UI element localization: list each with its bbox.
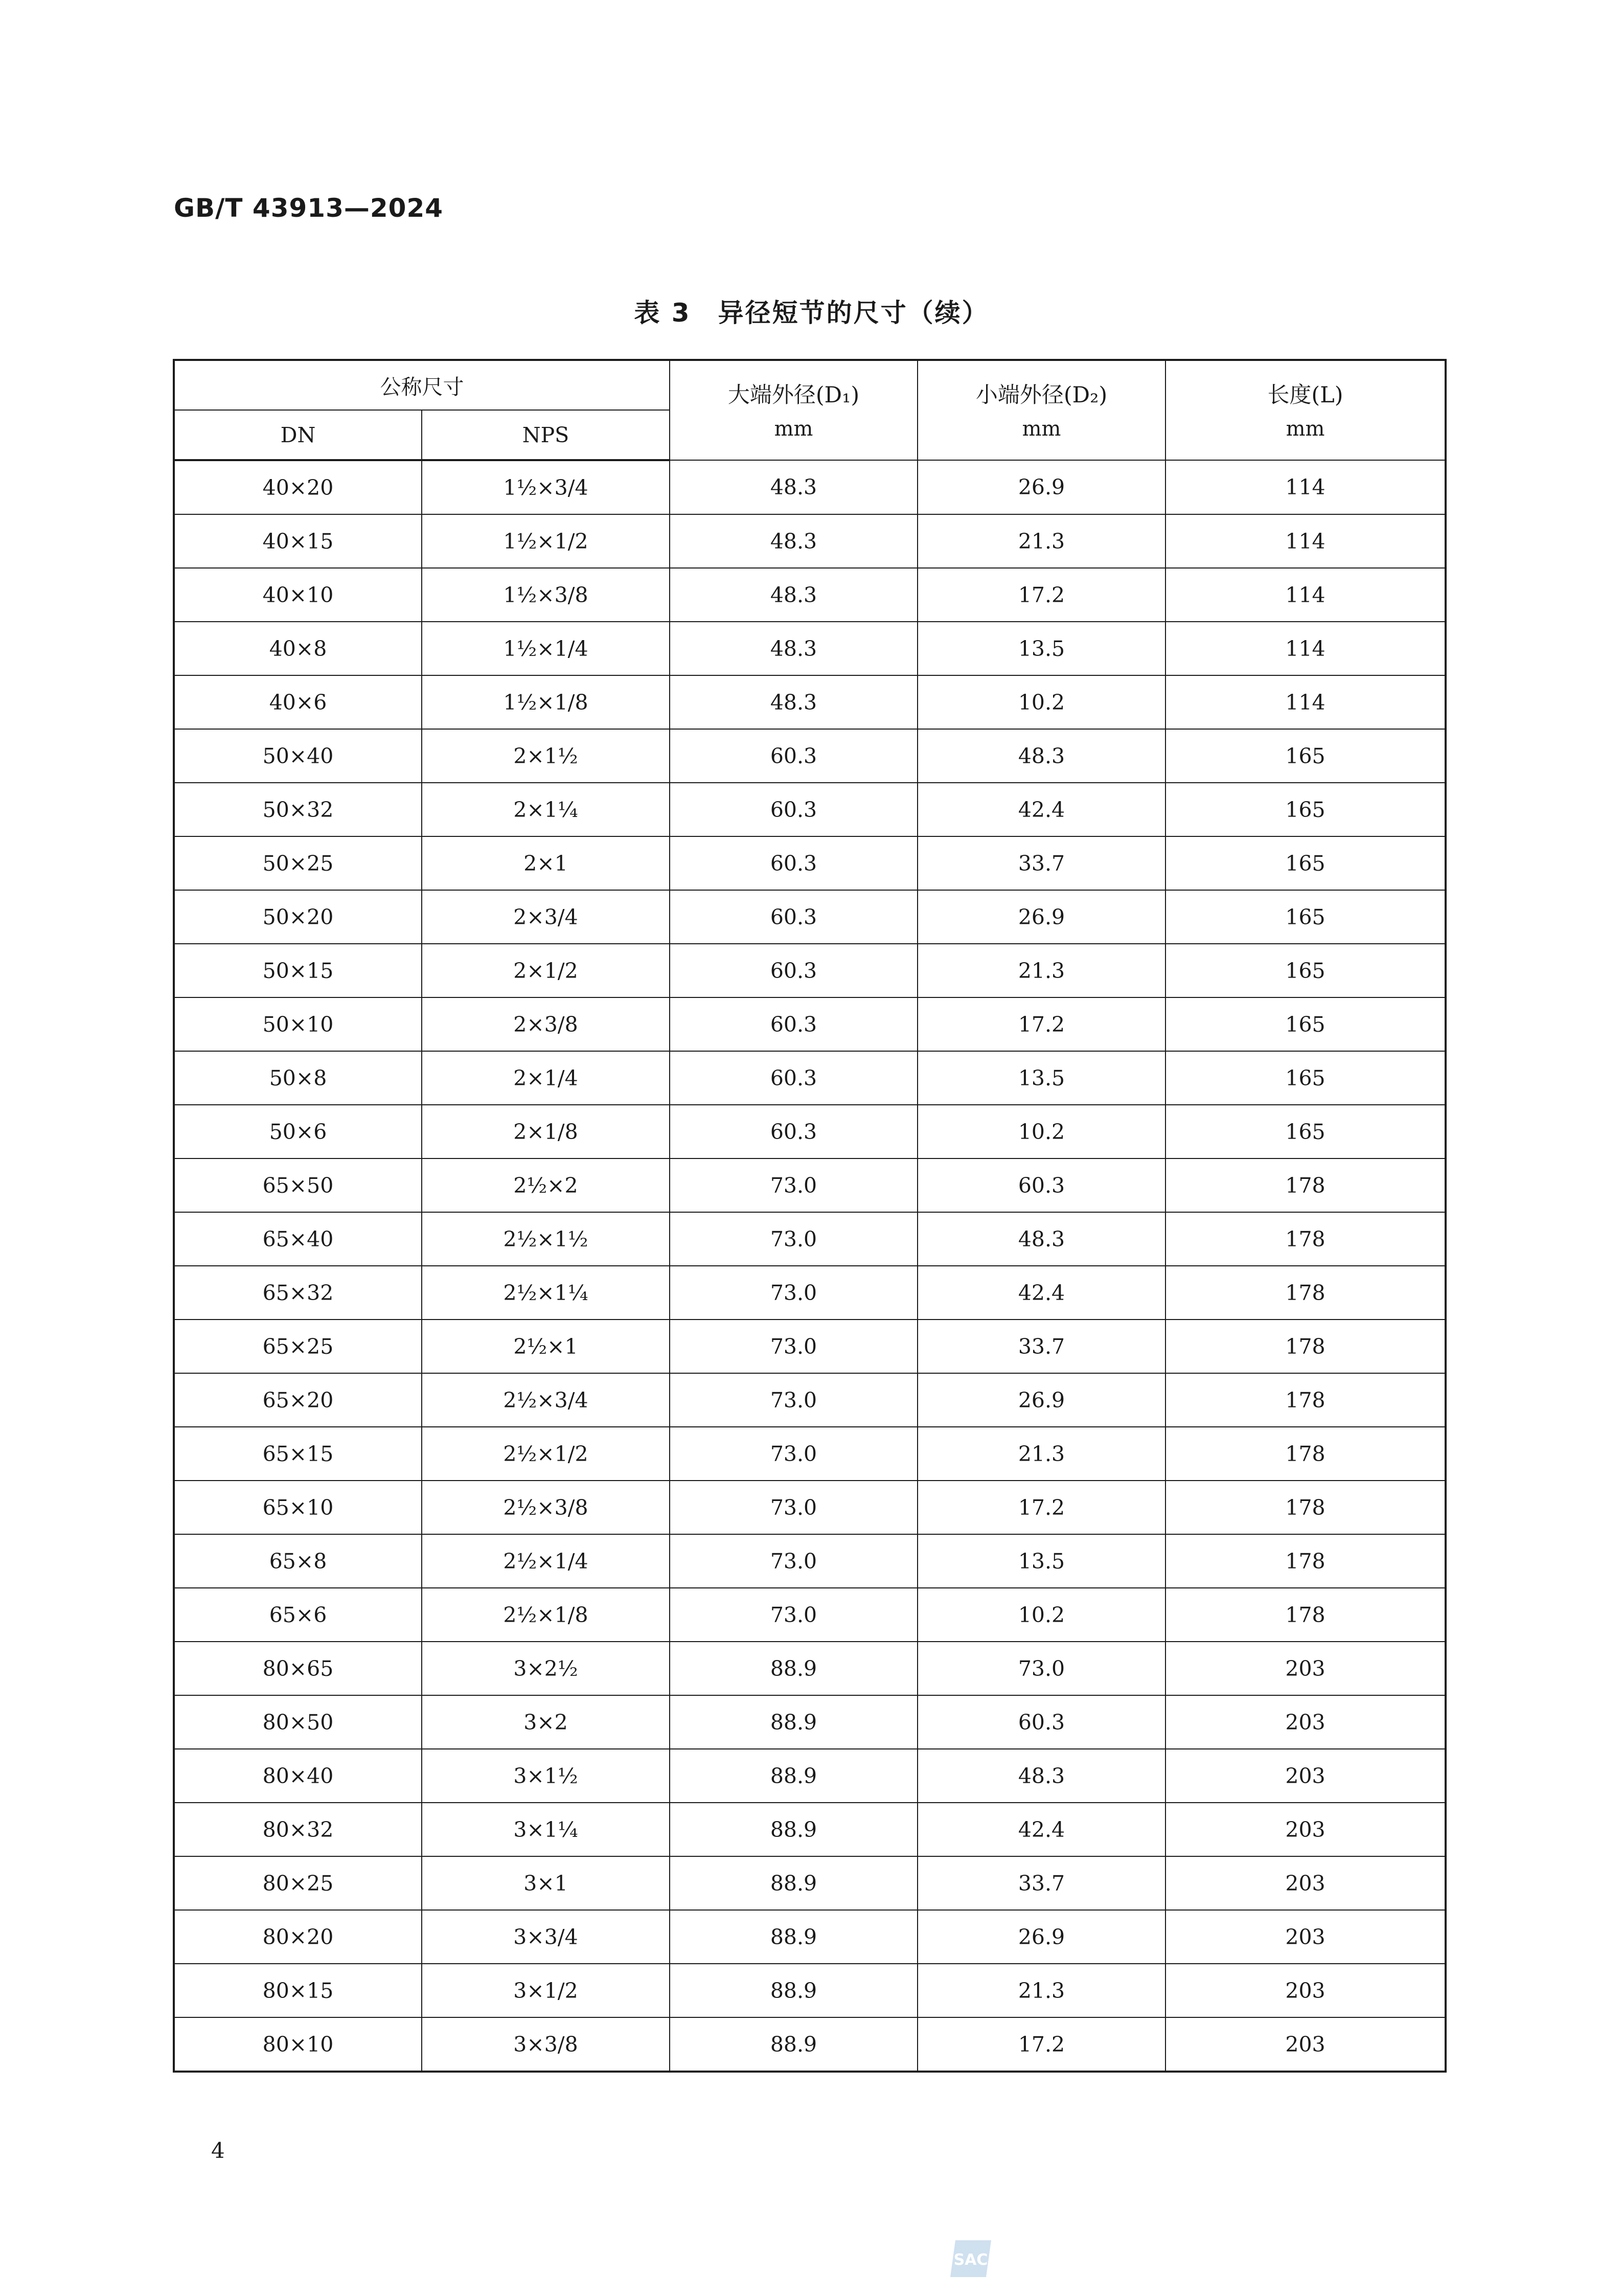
length-cell: 178 bbox=[1165, 1266, 1446, 1320]
length-cell: 203 bbox=[1165, 1695, 1446, 1749]
d1-cell: 60.3 bbox=[670, 890, 918, 944]
nps-cell: 1½×3/8 bbox=[422, 568, 670, 622]
nps-cell: 3×2 bbox=[422, 1695, 670, 1749]
table-row bbox=[174, 568, 1446, 622]
nps-cell: 1½×3/4 bbox=[422, 460, 670, 514]
nps-cell: 2×1/4 bbox=[422, 1051, 670, 1105]
table-row bbox=[174, 460, 1446, 514]
d2-cell: 33.7 bbox=[918, 836, 1165, 890]
d2-cell: 26.9 bbox=[918, 460, 1165, 514]
length-cell: 178 bbox=[1165, 1588, 1446, 1642]
d1-cell: 73.0 bbox=[670, 1588, 918, 1642]
d2-cell: 26.9 bbox=[918, 1373, 1165, 1427]
nps-cell: 2×1 bbox=[422, 836, 670, 890]
d1-cell: 60.3 bbox=[670, 836, 918, 890]
d2-cell: 17.2 bbox=[918, 997, 1165, 1051]
length-cell: 178 bbox=[1165, 1320, 1446, 1373]
d2-cell: 26.9 bbox=[918, 1910, 1165, 1964]
header-row-1 bbox=[174, 360, 1446, 410]
table-row bbox=[174, 944, 1446, 997]
dn-cell: 40×15 bbox=[174, 514, 422, 568]
length-cell: 178 bbox=[1165, 1373, 1446, 1427]
nps-cell: 2×1/8 bbox=[422, 1105, 670, 1158]
table-row bbox=[174, 1749, 1446, 1803]
table-row bbox=[174, 1642, 1446, 1695]
length-cell: 203 bbox=[1165, 1749, 1446, 1803]
dn-cell: 80×10 bbox=[174, 2017, 422, 2072]
d2-cell: 10.2 bbox=[918, 675, 1165, 729]
standard-code: GB/T 43913—2024 bbox=[174, 193, 444, 223]
length-cell: 165 bbox=[1165, 1051, 1446, 1105]
dn-cell: 65×50 bbox=[174, 1158, 422, 1212]
dn-cell: 80×20 bbox=[174, 1910, 422, 1964]
length-cell: 178 bbox=[1165, 1427, 1446, 1481]
dimensions-table bbox=[173, 359, 1447, 2073]
table-row bbox=[174, 1856, 1446, 1910]
d1-cell: 60.3 bbox=[670, 997, 918, 1051]
nps-cell: 3×3/8 bbox=[422, 2017, 670, 2072]
d2-cell: 10.2 bbox=[918, 1588, 1165, 1642]
table-row bbox=[174, 1266, 1446, 1320]
d1-cell: 60.3 bbox=[670, 944, 918, 997]
sac-watermark-logo bbox=[948, 2238, 993, 2279]
dn-cell: 50×6 bbox=[174, 1105, 422, 1158]
d1-cell: 60.3 bbox=[670, 783, 918, 836]
dn-cell: 80×32 bbox=[174, 1803, 422, 1856]
header-d1 bbox=[670, 360, 918, 460]
d1-cell: 60.3 bbox=[670, 1051, 918, 1105]
table-row bbox=[174, 675, 1446, 729]
length-cell: 203 bbox=[1165, 1642, 1446, 1695]
nps-cell: 2×1¼ bbox=[422, 783, 670, 836]
dn-cell: 80×65 bbox=[174, 1642, 422, 1695]
d2-cell: 17.2 bbox=[918, 1481, 1165, 1534]
header-d1-label: 大端外径(D₁) bbox=[727, 382, 860, 408]
d2-cell: 13.5 bbox=[918, 1051, 1165, 1105]
d2-cell: 21.3 bbox=[918, 1964, 1165, 2017]
dn-cell: 65×15 bbox=[174, 1427, 422, 1481]
dn-cell: 80×15 bbox=[174, 1964, 422, 2017]
d2-cell: 60.3 bbox=[918, 1695, 1165, 1749]
length-cell: 203 bbox=[1165, 1910, 1446, 1964]
d1-cell: 48.3 bbox=[670, 514, 918, 568]
d1-cell: 48.3 bbox=[670, 568, 918, 622]
nps-cell: 1½×1/8 bbox=[422, 675, 670, 729]
length-cell: 114 bbox=[1165, 568, 1446, 622]
d2-cell: 73.0 bbox=[918, 1642, 1165, 1695]
dn-cell: 50×25 bbox=[174, 836, 422, 890]
nps-cell: 2½×1/8 bbox=[422, 1588, 670, 1642]
table-row bbox=[174, 2017, 1446, 2072]
nps-cell: 2½×1 bbox=[422, 1320, 670, 1373]
dn-cell: 50×32 bbox=[174, 783, 422, 836]
d2-cell: 42.4 bbox=[918, 783, 1165, 836]
length-cell: 203 bbox=[1165, 1964, 1446, 2017]
d1-cell: 88.9 bbox=[670, 1749, 918, 1803]
d2-cell: 26.9 bbox=[918, 890, 1165, 944]
length-cell: 203 bbox=[1165, 1803, 1446, 1856]
dn-cell: 50×20 bbox=[174, 890, 422, 944]
header-d2-unit: mm bbox=[1022, 417, 1061, 441]
table-row bbox=[174, 1534, 1446, 1588]
length-cell: 165 bbox=[1165, 836, 1446, 890]
header-length bbox=[1165, 360, 1446, 460]
nps-cell: 2½×1/2 bbox=[422, 1427, 670, 1481]
nps-cell: 2×3/4 bbox=[422, 890, 670, 944]
length-cell: 165 bbox=[1165, 890, 1446, 944]
table-row bbox=[174, 1105, 1446, 1158]
d1-cell: 60.3 bbox=[670, 1105, 918, 1158]
dn-cell: 65×6 bbox=[174, 1588, 422, 1642]
length-cell: 165 bbox=[1165, 997, 1446, 1051]
dn-cell: 65×20 bbox=[174, 1373, 422, 1427]
table-row bbox=[174, 1158, 1446, 1212]
nps-cell: 3×1½ bbox=[422, 1749, 670, 1803]
header-d2-label: 小端外径(D₂) bbox=[975, 382, 1108, 408]
d1-cell: 73.0 bbox=[670, 1534, 918, 1588]
dn-cell: 40×20 bbox=[174, 460, 422, 514]
table-row bbox=[174, 1051, 1446, 1105]
nps-cell: 1½×1/4 bbox=[422, 622, 670, 675]
header-length-unit: mm bbox=[1286, 417, 1325, 441]
sac-watermark-text: SAC bbox=[953, 2251, 988, 2269]
d1-cell: 88.9 bbox=[670, 1964, 918, 2017]
d1-cell: 48.3 bbox=[670, 675, 918, 729]
d2-cell: 33.7 bbox=[918, 1320, 1165, 1373]
nps-cell: 3×3/4 bbox=[422, 1910, 670, 1964]
nps-cell: 2½×1½ bbox=[422, 1212, 670, 1266]
length-cell: 203 bbox=[1165, 1856, 1446, 1910]
length-cell: 114 bbox=[1165, 622, 1446, 675]
dn-cell: 65×8 bbox=[174, 1534, 422, 1588]
d2-cell: 13.5 bbox=[918, 1534, 1165, 1588]
d2-cell: 21.3 bbox=[918, 944, 1165, 997]
table-row bbox=[174, 729, 1446, 783]
d2-cell: 60.3 bbox=[918, 1158, 1165, 1212]
d1-cell: 60.3 bbox=[670, 729, 918, 783]
table-row bbox=[174, 514, 1446, 568]
page-number: 4 bbox=[211, 2138, 225, 2163]
table-row bbox=[174, 1373, 1446, 1427]
d2-cell: 21.3 bbox=[918, 514, 1165, 568]
table-row bbox=[174, 1803, 1446, 1856]
header-nominal-size: 公称尺寸 bbox=[174, 360, 670, 410]
header-d1-unit: mm bbox=[774, 417, 813, 441]
table-row bbox=[174, 622, 1446, 675]
dn-cell: 65×10 bbox=[174, 1481, 422, 1534]
d2-cell: 42.4 bbox=[918, 1266, 1165, 1320]
nps-cell: 2½×3/4 bbox=[422, 1373, 670, 1427]
table-row bbox=[174, 1695, 1446, 1749]
d1-cell: 48.3 bbox=[670, 622, 918, 675]
length-cell: 178 bbox=[1165, 1481, 1446, 1534]
d1-cell: 88.9 bbox=[670, 1856, 918, 1910]
d2-cell: 17.2 bbox=[918, 568, 1165, 622]
dn-cell: 50×10 bbox=[174, 997, 422, 1051]
table-row bbox=[174, 1427, 1446, 1481]
table-row bbox=[174, 1588, 1446, 1642]
d1-cell: 73.0 bbox=[670, 1320, 918, 1373]
nps-cell: 3×2½ bbox=[422, 1642, 670, 1695]
table-row bbox=[174, 836, 1446, 890]
d2-cell: 48.3 bbox=[918, 1749, 1165, 1803]
dn-cell: 50×8 bbox=[174, 1051, 422, 1105]
table-row bbox=[174, 783, 1446, 836]
table-row bbox=[174, 997, 1446, 1051]
nps-cell: 3×1¼ bbox=[422, 1803, 670, 1856]
d1-cell: 73.0 bbox=[670, 1212, 918, 1266]
dn-cell: 40×8 bbox=[174, 622, 422, 675]
d2-cell: 17.2 bbox=[918, 2017, 1165, 2072]
table-row bbox=[174, 890, 1446, 944]
d2-cell: 33.7 bbox=[918, 1856, 1165, 1910]
length-cell: 178 bbox=[1165, 1212, 1446, 1266]
dn-cell: 80×50 bbox=[174, 1695, 422, 1749]
d2-cell: 10.2 bbox=[918, 1105, 1165, 1158]
dn-cell: 50×15 bbox=[174, 944, 422, 997]
d1-cell: 48.3 bbox=[670, 460, 918, 514]
d2-cell: 21.3 bbox=[918, 1427, 1165, 1481]
nps-cell: 2½×1/4 bbox=[422, 1534, 670, 1588]
length-cell: 165 bbox=[1165, 1105, 1446, 1158]
table-title: 表 3 异径短节的尺寸（续） bbox=[634, 298, 989, 328]
d1-cell: 73.0 bbox=[670, 1373, 918, 1427]
nps-cell: 2×3/8 bbox=[422, 997, 670, 1051]
header-dn: DN bbox=[174, 410, 422, 460]
dn-cell: 65×32 bbox=[174, 1266, 422, 1320]
table-row bbox=[174, 1964, 1446, 2017]
dn-cell: 40×6 bbox=[174, 675, 422, 729]
length-cell: 178 bbox=[1165, 1158, 1446, 1212]
length-cell: 114 bbox=[1165, 460, 1446, 514]
length-cell: 178 bbox=[1165, 1534, 1446, 1588]
nps-cell: 2½×3/8 bbox=[422, 1481, 670, 1534]
dn-cell: 50×40 bbox=[174, 729, 422, 783]
length-cell: 165 bbox=[1165, 783, 1446, 836]
d1-cell: 88.9 bbox=[670, 2017, 918, 2072]
length-cell: 165 bbox=[1165, 729, 1446, 783]
nps-cell: 2×1/2 bbox=[422, 944, 670, 997]
length-cell: 114 bbox=[1165, 675, 1446, 729]
length-cell: 203 bbox=[1165, 2017, 1446, 2072]
table-row bbox=[174, 1212, 1446, 1266]
nps-cell: 2½×2 bbox=[422, 1158, 670, 1212]
d1-cell: 73.0 bbox=[670, 1266, 918, 1320]
header-d2 bbox=[918, 360, 1165, 460]
table-row bbox=[174, 1910, 1446, 1964]
d2-cell: 42.4 bbox=[918, 1803, 1165, 1856]
header-length-label: 长度(L) bbox=[1267, 382, 1343, 408]
d2-cell: 13.5 bbox=[918, 622, 1165, 675]
nps-cell: 2×1½ bbox=[422, 729, 670, 783]
d1-cell: 73.0 bbox=[670, 1158, 918, 1212]
d1-cell: 73.0 bbox=[670, 1427, 918, 1481]
table-body bbox=[174, 460, 1446, 2072]
d2-cell: 48.3 bbox=[918, 729, 1165, 783]
dn-cell: 40×10 bbox=[174, 568, 422, 622]
d1-cell: 88.9 bbox=[670, 1803, 918, 1856]
dn-cell: 65×25 bbox=[174, 1320, 422, 1373]
table-row bbox=[174, 1481, 1446, 1534]
nps-cell: 3×1/2 bbox=[422, 1964, 670, 2017]
dn-cell: 65×40 bbox=[174, 1212, 422, 1266]
dn-cell: 80×25 bbox=[174, 1856, 422, 1910]
nps-cell: 2½×1¼ bbox=[422, 1266, 670, 1320]
nps-cell: 3×1 bbox=[422, 1856, 670, 1910]
header-nps: NPS bbox=[422, 410, 670, 460]
dn-cell: 80×40 bbox=[174, 1749, 422, 1803]
d2-cell: 48.3 bbox=[918, 1212, 1165, 1266]
d1-cell: 88.9 bbox=[670, 1695, 918, 1749]
d1-cell: 73.0 bbox=[670, 1481, 918, 1534]
nps-cell: 1½×1/2 bbox=[422, 514, 670, 568]
d1-cell: 88.9 bbox=[670, 1910, 918, 1964]
length-cell: 114 bbox=[1165, 514, 1446, 568]
length-cell: 165 bbox=[1165, 944, 1446, 997]
table-row bbox=[174, 1320, 1446, 1373]
d1-cell: 88.9 bbox=[670, 1642, 918, 1695]
